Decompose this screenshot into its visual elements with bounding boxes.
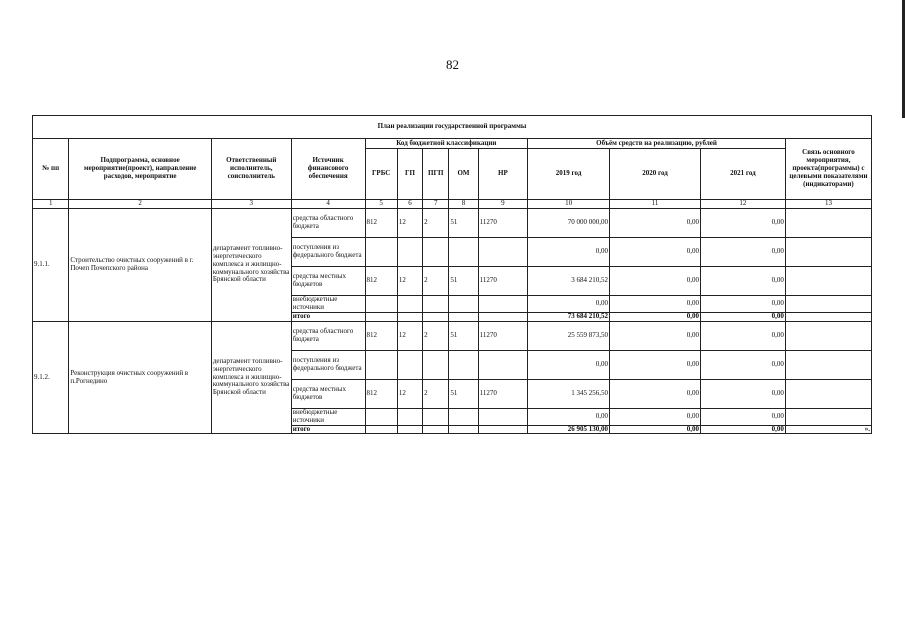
amount-2020: 0,00: [610, 266, 701, 295]
page-number: 82: [446, 57, 459, 72]
om-cell: [449, 425, 478, 434]
link-cell: [785, 408, 871, 425]
col-number: 13: [785, 200, 871, 209]
nr-cell: [478, 312, 528, 321]
grbs-cell: 812: [365, 321, 397, 350]
funding-source: средства областного бюджета: [291, 321, 365, 350]
header-grbs: ГРБС: [365, 149, 397, 200]
total-2019: 73 684 210,52: [528, 312, 610, 321]
amount-2020: 0,00: [610, 379, 701, 408]
amount-2019: 1 345 256,50: [528, 379, 610, 408]
total-2020: 0,00: [610, 312, 701, 321]
funding-source: средства местных бюджетов: [291, 266, 365, 295]
amount-2020: 0,00: [610, 208, 701, 237]
om-cell: [449, 312, 478, 321]
total-2019: 26 905 130,00: [528, 425, 610, 434]
gp-cell: [397, 425, 422, 434]
amount-2019: 70 000 000,00: [528, 208, 610, 237]
link-cell: [785, 379, 871, 408]
nr-cell: [478, 237, 528, 266]
header-gp: ГП: [397, 149, 422, 200]
funding-source: поступления из федерального бюджета: [291, 237, 365, 266]
grbs-cell: [365, 312, 397, 321]
header-volume: Объём средств на реализацию, рублей: [528, 139, 786, 149]
total-label: итого: [291, 425, 365, 434]
col-number: 2: [69, 200, 212, 209]
col-number: 7: [423, 200, 449, 209]
om-cell: [449, 237, 478, 266]
amount-2020: 0,00: [610, 295, 701, 312]
plan-table: [32, 115, 872, 434]
funding-source: внебюджетные источники: [291, 295, 365, 312]
total-2020: 0,00: [610, 425, 701, 434]
pgp-cell: [423, 312, 449, 321]
amount-2020: 0,00: [610, 237, 701, 266]
gp-cell: 12: [397, 208, 422, 237]
amount-2021: 0,00: [700, 350, 785, 379]
amount-2021: 0,00: [700, 237, 785, 266]
gp-cell: [397, 295, 422, 312]
gp-cell: [397, 350, 422, 379]
total-2021: 0,00: [700, 312, 785, 321]
link-cell: [785, 295, 871, 312]
amount-2021: 0,00: [700, 295, 785, 312]
total-2021: 0,00: [700, 425, 785, 434]
link-cell: [785, 237, 871, 266]
amount-2019: 0,00: [528, 408, 610, 425]
header-nr: НР: [478, 149, 528, 200]
measure-name: Строительство очистных сооружений в г. Почеп Почепского района: [69, 208, 212, 321]
pgp-cell: 2: [423, 208, 449, 237]
nr-cell: 11270: [478, 266, 528, 295]
link-cell: [785, 321, 871, 350]
col-number: 1: [33, 200, 69, 209]
header-2020: 2020 год: [610, 149, 701, 200]
funding-source: средства областного бюджета: [291, 208, 365, 237]
link-cell: [785, 208, 871, 237]
amount-2021: 0,00: [700, 208, 785, 237]
om-cell: 51: [449, 379, 478, 408]
amount-2021: 0,00: [700, 379, 785, 408]
col-number: 5: [365, 200, 397, 209]
om-cell: [449, 295, 478, 312]
header-subprogram: Подпрограмма, основное мероприятие(проект), направление расходов, мероприятие: [69, 139, 212, 200]
nr-cell: 11270: [478, 321, 528, 350]
col-number: 8: [449, 200, 478, 209]
col-number: 3: [211, 200, 291, 209]
grbs-cell: 812: [365, 208, 397, 237]
header-2021: 2021 год: [700, 149, 785, 200]
amount-2019: 0,00: [528, 350, 610, 379]
pgp-cell: 2: [423, 379, 449, 408]
amount-2020: 0,00: [610, 321, 701, 350]
nr-cell: [478, 350, 528, 379]
header-pgp: ПГП: [423, 149, 449, 200]
funding-source: внебюджетные источники: [291, 408, 365, 425]
col-number: 11: [610, 200, 701, 209]
header-2019: 2019 год: [528, 149, 610, 200]
gp-cell: [397, 312, 422, 321]
om-cell: 51: [449, 266, 478, 295]
nr-cell: 11270: [478, 379, 528, 408]
grbs-cell: [365, 408, 397, 425]
gp-cell: [397, 408, 422, 425]
table-title: План реализации государственной программы: [33, 116, 872, 139]
gp-cell: 12: [397, 321, 422, 350]
column-number-row: [33, 200, 872, 209]
link-cell: [785, 312, 871, 321]
nr-cell: [478, 425, 528, 434]
col-number: 4: [291, 200, 365, 209]
col-number: 12: [700, 200, 785, 209]
executor-name: департамент топливно-энергетического комплекса и жилищно-коммунального хозяйства Брянской области: [211, 208, 291, 321]
pgp-cell: [423, 408, 449, 425]
amount-2020: 0,00: [610, 408, 701, 425]
col-number: 9: [478, 200, 528, 209]
header-num: № пп: [33, 139, 69, 200]
funding-source: средства местных бюджетов: [291, 379, 365, 408]
total-label: итого: [291, 312, 365, 321]
grbs-cell: 812: [365, 379, 397, 408]
col-number: 10: [528, 200, 610, 209]
gp-cell: [397, 237, 422, 266]
amount-2021: 0,00: [700, 408, 785, 425]
row-number: 9.1.2.: [33, 321, 69, 434]
om-cell: 51: [449, 208, 478, 237]
row-number: 9.1.1.: [33, 208, 69, 321]
closing-quote-mark: ».: [785, 425, 871, 434]
nr-cell: 11270: [478, 208, 528, 237]
col-number: 6: [397, 200, 422, 209]
amount-2019: 0,00: [528, 295, 610, 312]
link-cell: [785, 266, 871, 295]
om-cell: [449, 408, 478, 425]
om-cell: 51: [449, 321, 478, 350]
grbs-cell: [365, 295, 397, 312]
amount-2021: 0,00: [700, 321, 785, 350]
gp-cell: 12: [397, 266, 422, 295]
om-cell: [449, 350, 478, 379]
amount-2019: 25 559 873,50: [528, 321, 610, 350]
header-executor: Ответственный исполнитель, соисполнитель: [211, 139, 291, 200]
pgp-cell: 2: [423, 321, 449, 350]
pgp-cell: [423, 425, 449, 434]
grbs-cell: [365, 350, 397, 379]
grbs-cell: [365, 237, 397, 266]
table-row: [33, 321, 872, 350]
pgp-cell: [423, 237, 449, 266]
nr-cell: [478, 295, 528, 312]
nr-cell: [478, 408, 528, 425]
amount-2020: 0,00: [610, 350, 701, 379]
measure-name: Реконструкция очистных сооружений в п.Рогнедино: [69, 321, 212, 434]
pgp-cell: [423, 350, 449, 379]
header-budget-code: Код бюджетной классификации: [365, 139, 528, 149]
table-row: [33, 208, 872, 237]
grbs-cell: 812: [365, 266, 397, 295]
funding-source: поступления из федерального бюджета: [291, 350, 365, 379]
header-link: Связь основного мероприятия, проекта(программы) с целевыми показателями (индикаторами): [785, 139, 871, 200]
header-om: ОМ: [449, 149, 478, 200]
amount-2021: 0,00: [700, 266, 785, 295]
gp-cell: 12: [397, 379, 422, 408]
pgp-cell: [423, 295, 449, 312]
pgp-cell: 2: [423, 266, 449, 295]
amount-2019: 0,00: [528, 237, 610, 266]
link-cell: [785, 350, 871, 379]
amount-2019: 3 684 210,52: [528, 266, 610, 295]
grbs-cell: [365, 425, 397, 434]
header-source: Источник финансового обеспечения: [291, 139, 365, 200]
executor-name: департамент топливно-энергетического комплекса и жилищно-коммунального хозяйства Брянской области: [211, 321, 291, 434]
